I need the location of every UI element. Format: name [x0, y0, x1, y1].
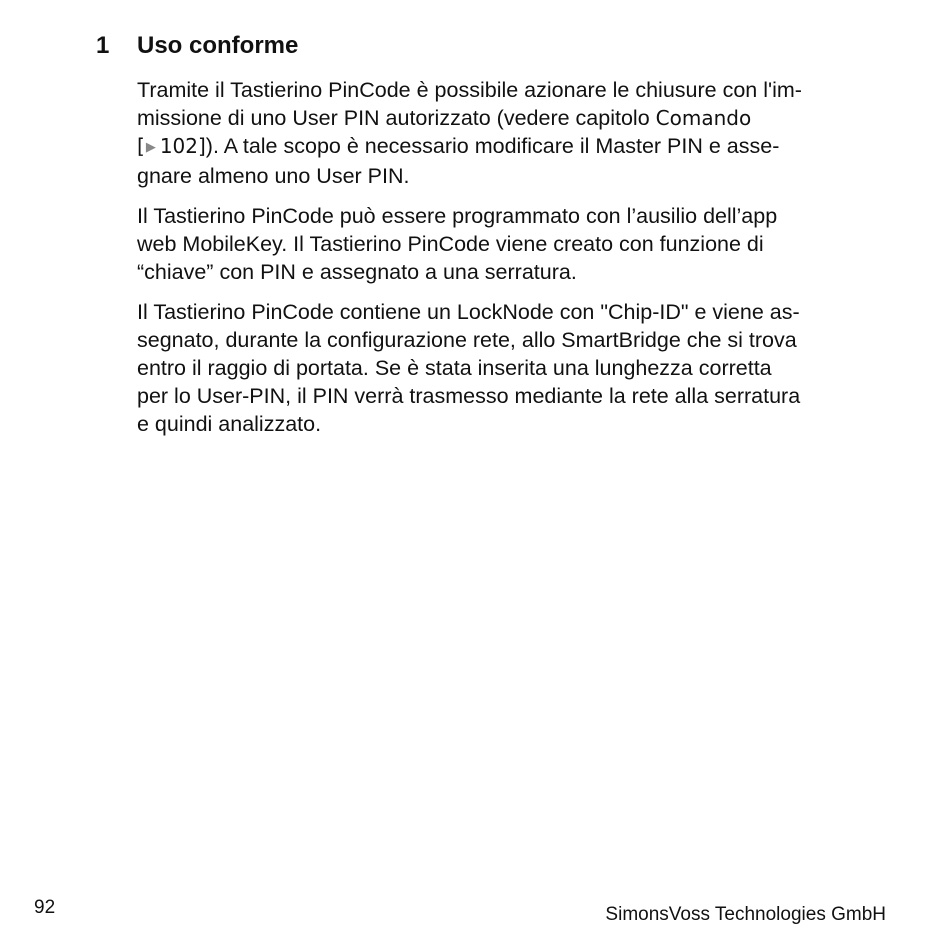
p1-line-3: [137, 132, 897, 162]
p1-line-3-text: ). A tale scopo è necessario modificare il Master PIN e asse-: [205, 134, 780, 158]
p3-line-5: e quindi analizzato.: [137, 412, 322, 436]
paragraph-2: [137, 202, 897, 286]
paragraph-3: [137, 298, 897, 438]
p2-line-3: “chiave” con PIN e assegnato a una serratura.: [137, 260, 577, 284]
p2-line-2: web MobileKey. Il Tastierino PinCode viene creato con funzione di: [137, 232, 764, 256]
p3-line-3: entro il raggio di portata. Se è stata inserita una lunghezza corretta: [137, 356, 772, 380]
publisher-name: SimonsVoss Technologies GmbH: [605, 904, 886, 925]
p3-line-2: segnato, durante la configurazione rete, allo SmartBridge che si trova: [137, 328, 797, 352]
p1-line-2-text: missione di uno User PIN autorizzato (vedere capitolo: [137, 106, 656, 130]
section-heading: [96, 32, 298, 60]
page-number: 92: [34, 897, 56, 918]
paragraph-1: [137, 76, 897, 190]
ref-page-number: 102]: [159, 134, 206, 158]
p3-line-4: per lo User-PIN, il PIN verrà trasmesso mediante la rete alla serratura: [137, 384, 801, 408]
p1-line-4: gnare almeno uno User PIN.: [137, 164, 410, 188]
body-text: [137, 76, 897, 450]
p2-line-1: Il Tastierino PinCode può essere programmato con l’ausilio dell’app: [137, 204, 778, 228]
chapter-reference-link[interactable]: Comando: [655, 106, 752, 130]
p1-line-1: Tramite il Tastierino PinCode è possibile azionare le chiusure con l'im-: [137, 78, 802, 102]
p3-line-1: Il Tastierino PinCode contiene un LockNode con "Chip-ID" e viene as-: [137, 300, 800, 324]
play-arrow-icon: ▶: [145, 140, 156, 155]
section-number: 1: [96, 32, 110, 59]
p1-line-2: [137, 104, 897, 132]
page-reference-link[interactable]: [137, 134, 206, 158]
ref-open-bracket: [: [137, 134, 145, 158]
section-title: Uso conforme: [137, 32, 299, 59]
